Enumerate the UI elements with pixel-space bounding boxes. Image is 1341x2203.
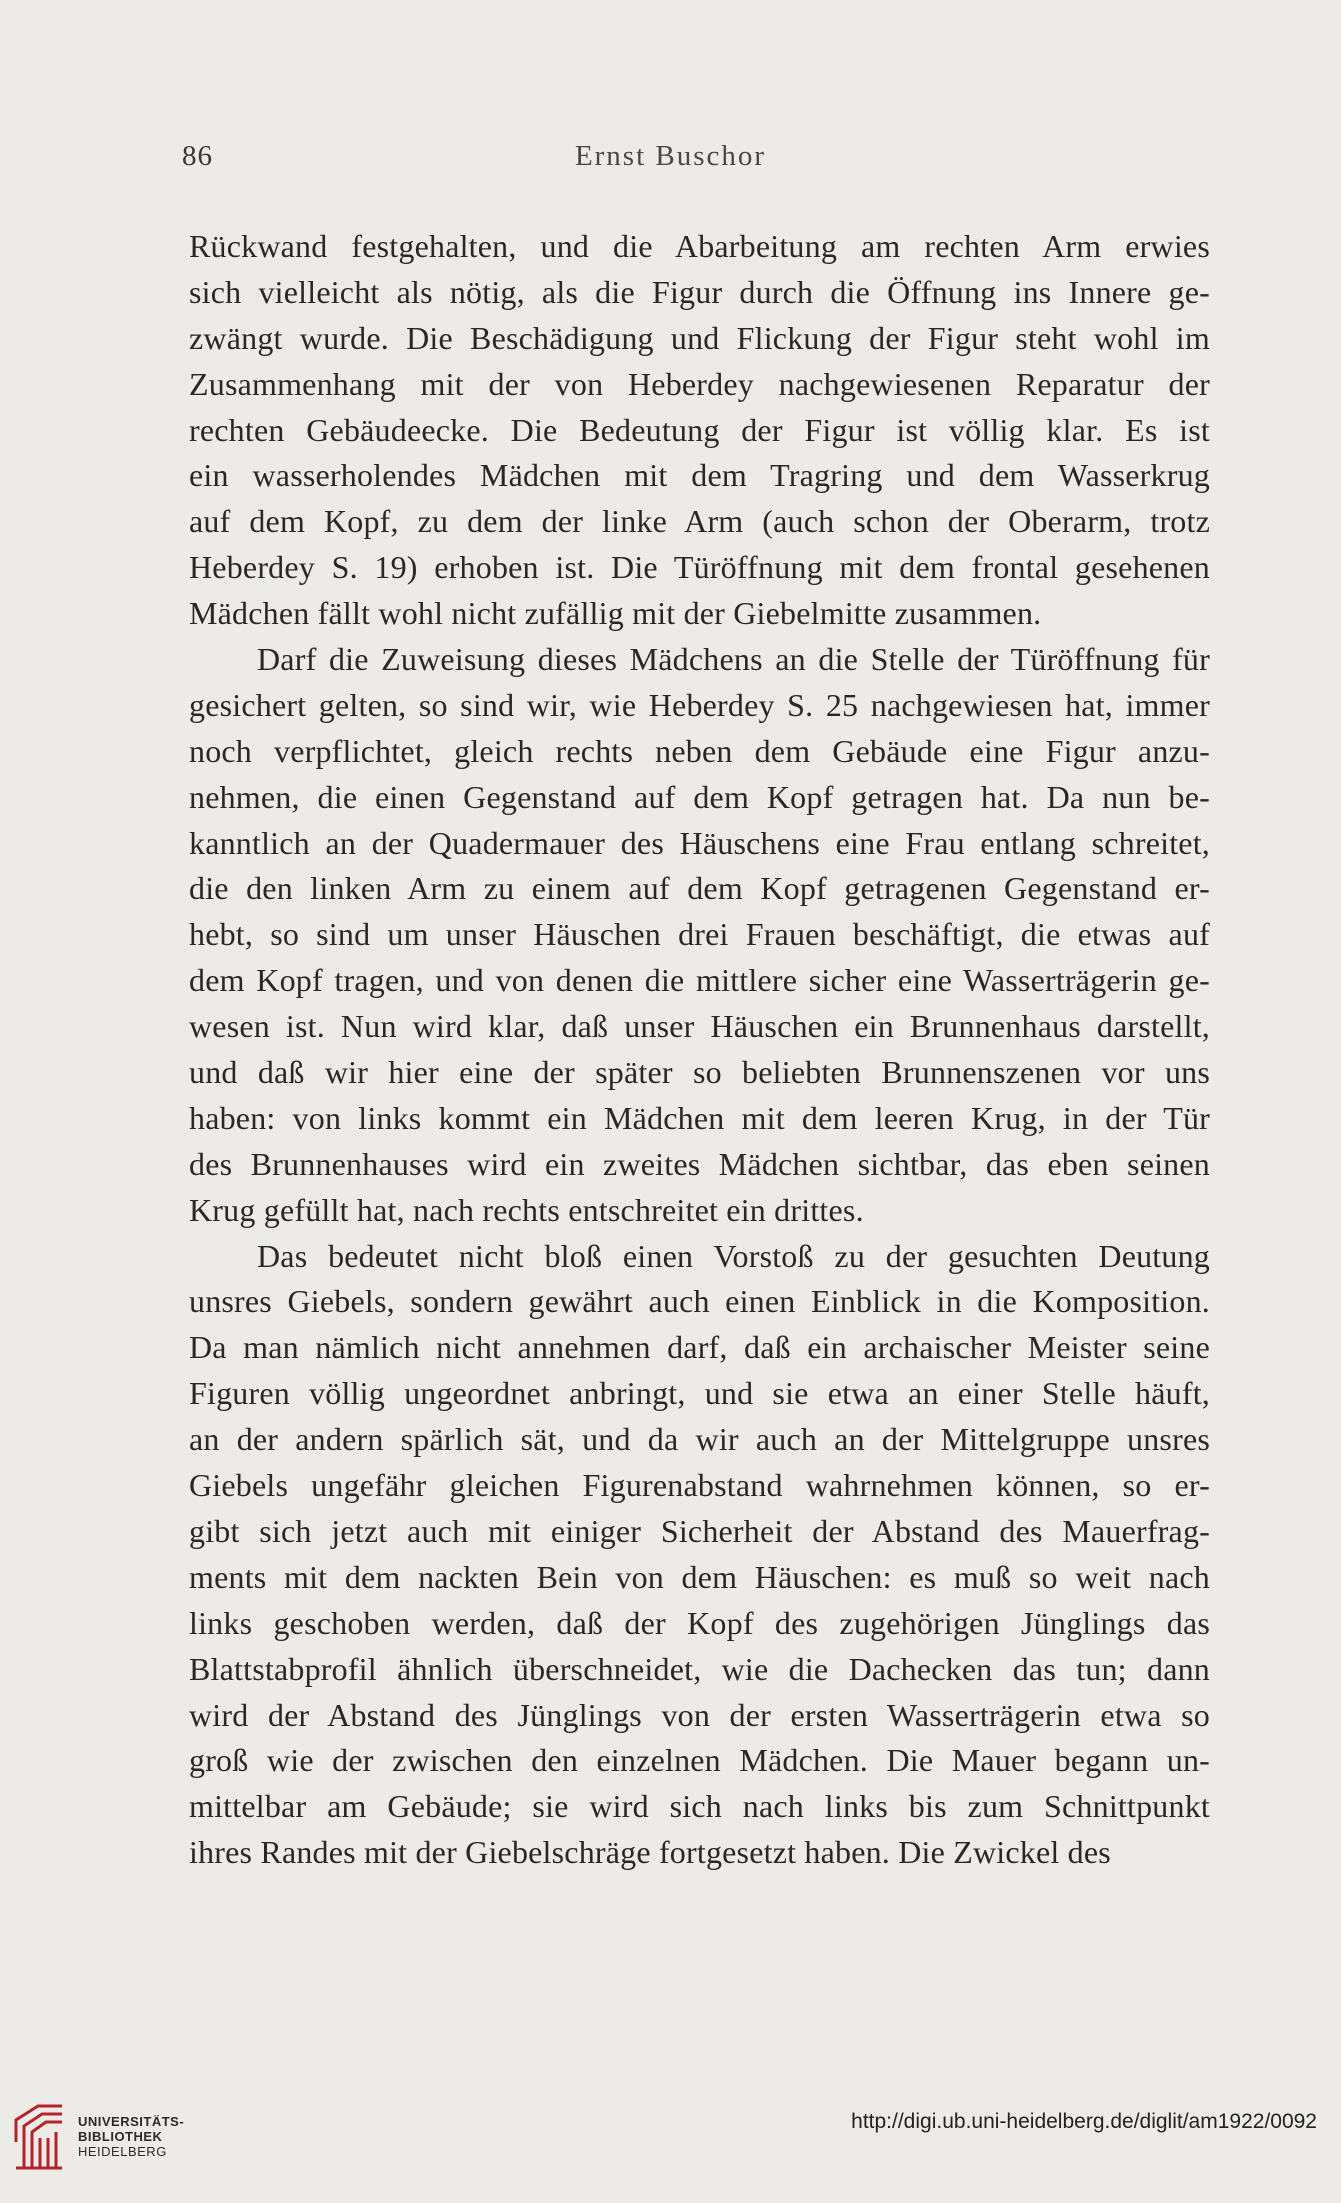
text-line: unsres Giebels, sondern gewährt auch einen Einblick in die Komposition. xyxy=(189,1283,1210,1320)
source-url[interactable]: http://digi.ub.uni-heidelberg.de/diglit/am1922/0092 xyxy=(851,2110,1317,2133)
text-line: mittelbar am Gebäude; sie wird sich nach links bis zum Schnittpunkt xyxy=(189,1788,1210,1825)
text-line: ein wasserholendes Mädchen mit dem Tragring und dem Wasserkrug xyxy=(189,457,1210,494)
library-name-line: BIBLIOTHEK xyxy=(78,2129,163,2144)
text-line: Giebels ungefähr gleichen Figurenabstand wahrnehmen können, so er- xyxy=(189,1467,1210,1504)
university-library-logo-icon xyxy=(12,2102,68,2172)
text-line: rechten Gebäudeecke. Die Bedeutung der Figur ist völlig klar. Es ist xyxy=(189,411,1210,448)
text-line: Heberdey S. 19) erhoben ist. Die Türöffnung mit dem frontal gesehenen xyxy=(189,549,1210,586)
paragraph xyxy=(189,637,1210,1234)
text-line: Krug gefüllt hat, nach rechts entschreitet ein drittes. xyxy=(189,1191,864,1228)
text-line: und daß wir hier eine der später so beliebten Brunnenszenen vor uns xyxy=(189,1054,1210,1091)
page-footer xyxy=(0,2100,1341,2203)
text-line: nehmen, die einen Gegenstand auf dem Kopf getragen hat. Da nun be- xyxy=(189,778,1210,815)
text-line: Figuren völlig ungeordnet anbringt, und sie etwa an einer Stelle häuft, xyxy=(189,1375,1210,1412)
text-line: wesen ist. Nun wird klar, daß unser Häuschen ein Brunnenhaus darstellt, xyxy=(189,1008,1210,1045)
text-line: ments mit dem nackten Bein von dem Häuschen: es muß so weit nach xyxy=(189,1558,1210,1595)
text-line: zwängt wurde. Die Beschädigung und Flickung der Figur steht wohl im xyxy=(189,319,1210,356)
text-line: Das bedeutet nicht bloß einen Vorstoß zu der gesuchten Deutung xyxy=(257,1237,1210,1274)
body-text xyxy=(189,224,1210,1876)
text-line: Zusammenhang mit der von Heberdey nachgewiesenen Reparatur der xyxy=(189,365,1210,402)
text-line: dem Kopf tragen, und von denen die mittlere sicher eine Wasserträgerin ge- xyxy=(189,962,1210,999)
library-name-line: HEIDELBERG xyxy=(78,2144,167,2159)
text-line: noch verpflichtet, gleich rechts neben dem Gebäude eine Figur anzu- xyxy=(189,732,1210,769)
library-name-line: UNIVERSITÄTS- xyxy=(78,2114,185,2129)
text-line: gesichert gelten, so sind wir, wie Heberdey S. 25 nachgewiesen hat, immer xyxy=(189,686,1210,723)
text-line: wird der Abstand des Jünglings von der ersten Wasserträgerin etwa so xyxy=(189,1696,1210,1733)
text-line: Rückwand festgehalten, und die Abarbeitung am rechten Arm erwies xyxy=(189,228,1210,264)
text-line: gibt sich jetzt auch mit einiger Sicherheit der Abstand des Mauerfrag- xyxy=(189,1512,1210,1549)
text-line: auf dem Kopf, zu dem der linke Arm (auch schon der Oberarm, trotz xyxy=(189,503,1210,540)
text-line: groß wie der zwischen den einzelnen Mädchen. Die Mauer begann un- xyxy=(189,1742,1210,1779)
text-line: Da man nämlich nicht annehmen darf, daß ein archaischer Meister seine xyxy=(189,1329,1210,1366)
text-line: sich vielleicht als nötig, als die Figur durch die Öffnung ins Innere ge- xyxy=(189,273,1210,310)
running-head: Ernst Buschor xyxy=(574,140,767,172)
text-line: des Brunnenhauses wird ein zweites Mädchen sichtbar, das eben seinen xyxy=(189,1145,1210,1182)
text-line: hebt, so sind um unser Häuschen drei Frauen beschäftigt, die etwas auf xyxy=(189,916,1210,953)
text-line: links geschoben werden, daß der Kopf des zugehörigen Jünglings das xyxy=(189,1604,1210,1641)
text-line: kanntlich an der Quadermauer des Häuschens eine Frau entlang schreitet, xyxy=(189,824,1210,861)
paragraph xyxy=(189,1234,1210,1876)
text-line: Darf die Zuweisung dieses Mädchens an die Stelle der Türöffnung für xyxy=(257,641,1210,678)
library-name xyxy=(78,2114,184,2159)
text-line: die den linken Arm zu einem auf dem Kopf getragenen Gegenstand er- xyxy=(189,870,1210,907)
page-header xyxy=(0,140,1341,180)
text-line: Mädchen fällt wohl nicht zufällig mit der Giebelmitte zusammen. xyxy=(189,595,1042,632)
text-line: haben: von links kommt ein Mädchen mit dem leeren Krug, in der Tür xyxy=(189,1099,1210,1136)
text-line: Blattstabprofil ähnlich überschneidet, wie die Dachecken das tun; dann xyxy=(189,1650,1210,1687)
paragraph xyxy=(189,224,1210,637)
page-number: 86 xyxy=(182,140,213,172)
text-line: ihres Randes mit der Giebelschräge fortgesetzt haben. Die Zwickel des xyxy=(189,1834,1111,1871)
text-line: an der andern spärlich sät, und da wir auch an der Mittelgruppe unsres xyxy=(189,1421,1210,1458)
